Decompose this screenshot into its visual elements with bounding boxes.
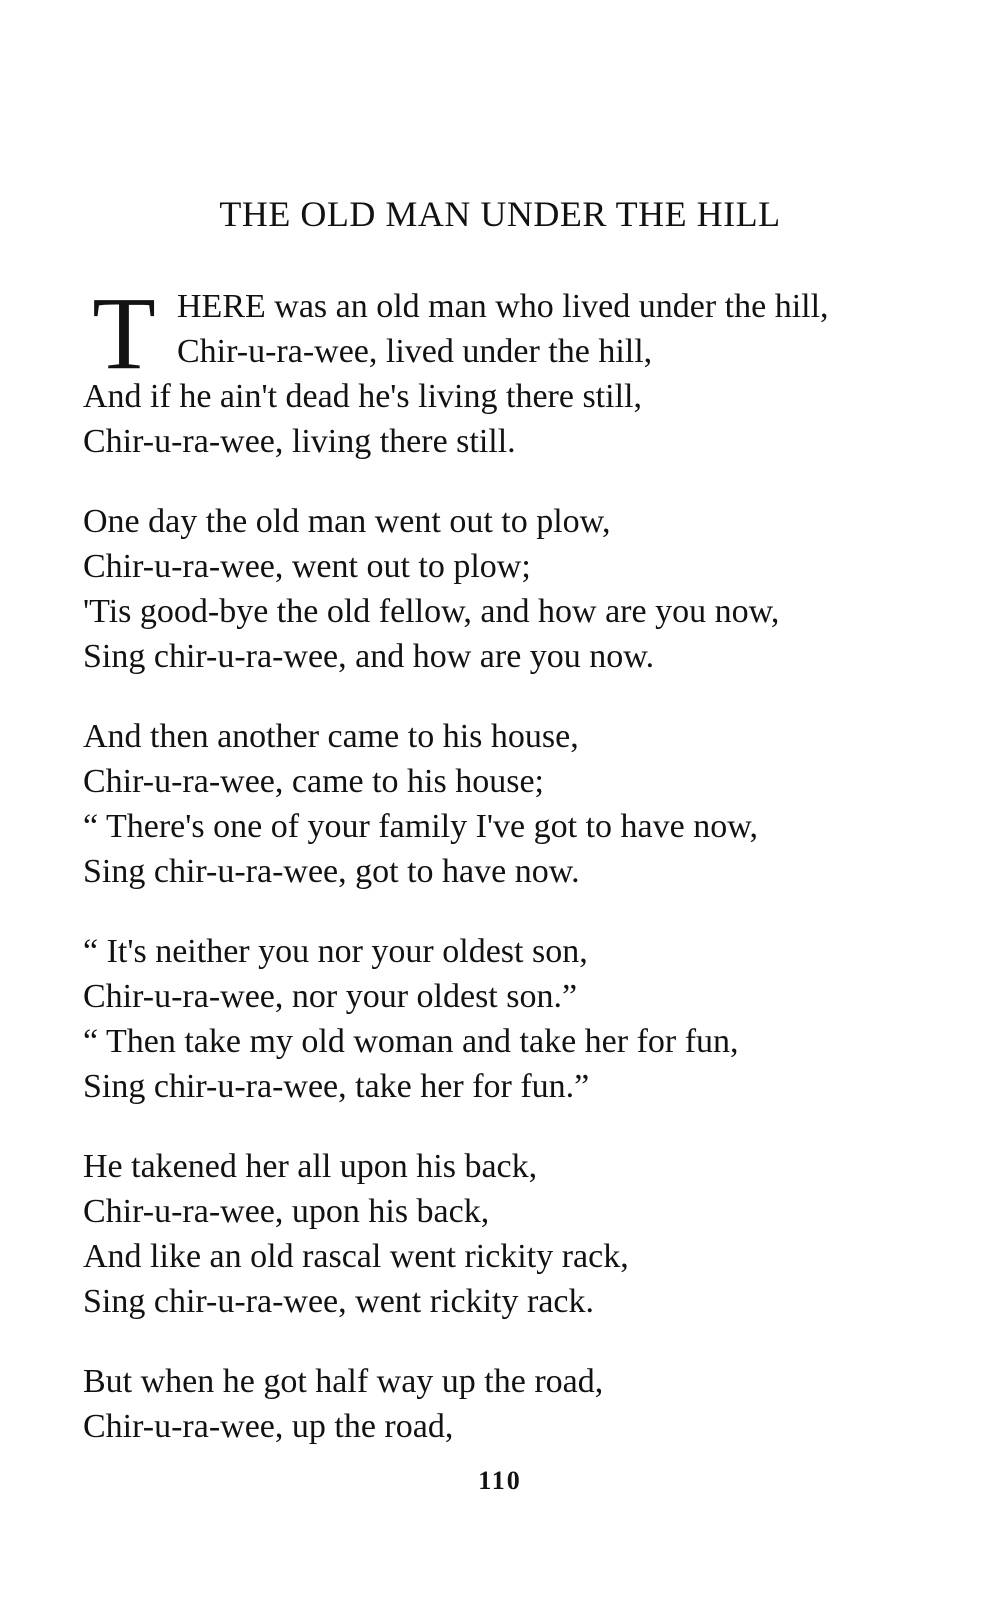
- stanza-4: [83, 929, 963, 1109]
- stanza-1: [83, 284, 963, 464]
- poem-line: “ Then take my old woman and take her for fun,: [83, 1023, 739, 1060]
- poem-line: And if he ain't dead he's living there still,: [83, 378, 642, 415]
- stanza-5: [83, 1144, 963, 1324]
- poem-line: “ It's neither you nor your oldest son,: [83, 933, 588, 970]
- poem-line: Chir-u-ra-wee, living there still.: [83, 423, 516, 460]
- drop-cap-letter: T: [92, 276, 156, 391]
- poem-line: “ There's one of your family I've got to have now,: [83, 808, 759, 845]
- stanza-6: [83, 1359, 963, 1449]
- poem-line: Chir-u-ra-wee, up the road,: [83, 1408, 454, 1445]
- poem-line: Chir-u-ra-wee, lived under the hill,: [177, 333, 653, 370]
- poem-line: He takened her all upon his back,: [83, 1148, 538, 1185]
- stanza-3: [83, 714, 963, 894]
- poem-line: One day the old man went out to plow,: [83, 503, 611, 540]
- page-title: THE OLD MAN UNDER THE HILL: [219, 194, 781, 234]
- poem-line: Chir-u-ra-wee, went out to plow;: [83, 548, 531, 585]
- poem-line: HERE was an old man who lived under the hill,: [177, 288, 829, 325]
- page-number: 110: [478, 1466, 522, 1495]
- poem-line: Chir-u-ra-wee, upon his back,: [83, 1193, 490, 1230]
- poem-line: Sing chir-u-ra-wee, take her for fun.”: [83, 1068, 590, 1105]
- poem-line: Sing chir-u-ra-wee, went rickity rack.: [83, 1283, 594, 1320]
- poem-line: Sing chir-u-ra-wee, got to have now.: [83, 853, 580, 890]
- poem-line: And like an old rascal went rickity rack,: [83, 1238, 629, 1275]
- poem-line: Sing chir-u-ra-wee, and how are you now.: [83, 638, 655, 675]
- poem-line: 'Tis good-bye the old fellow, and how are you now,: [83, 593, 780, 630]
- poem-line: Chir-u-ra-wee, nor your oldest son.”: [83, 978, 578, 1015]
- stanza-2: [83, 499, 963, 679]
- poem-line: And then another came to his house,: [83, 718, 579, 755]
- poem-line: Chir-u-ra-wee, came to his house;: [83, 763, 544, 800]
- poem-body: [83, 284, 963, 1484]
- poem-line: But when he got half way up the road,: [83, 1363, 604, 1400]
